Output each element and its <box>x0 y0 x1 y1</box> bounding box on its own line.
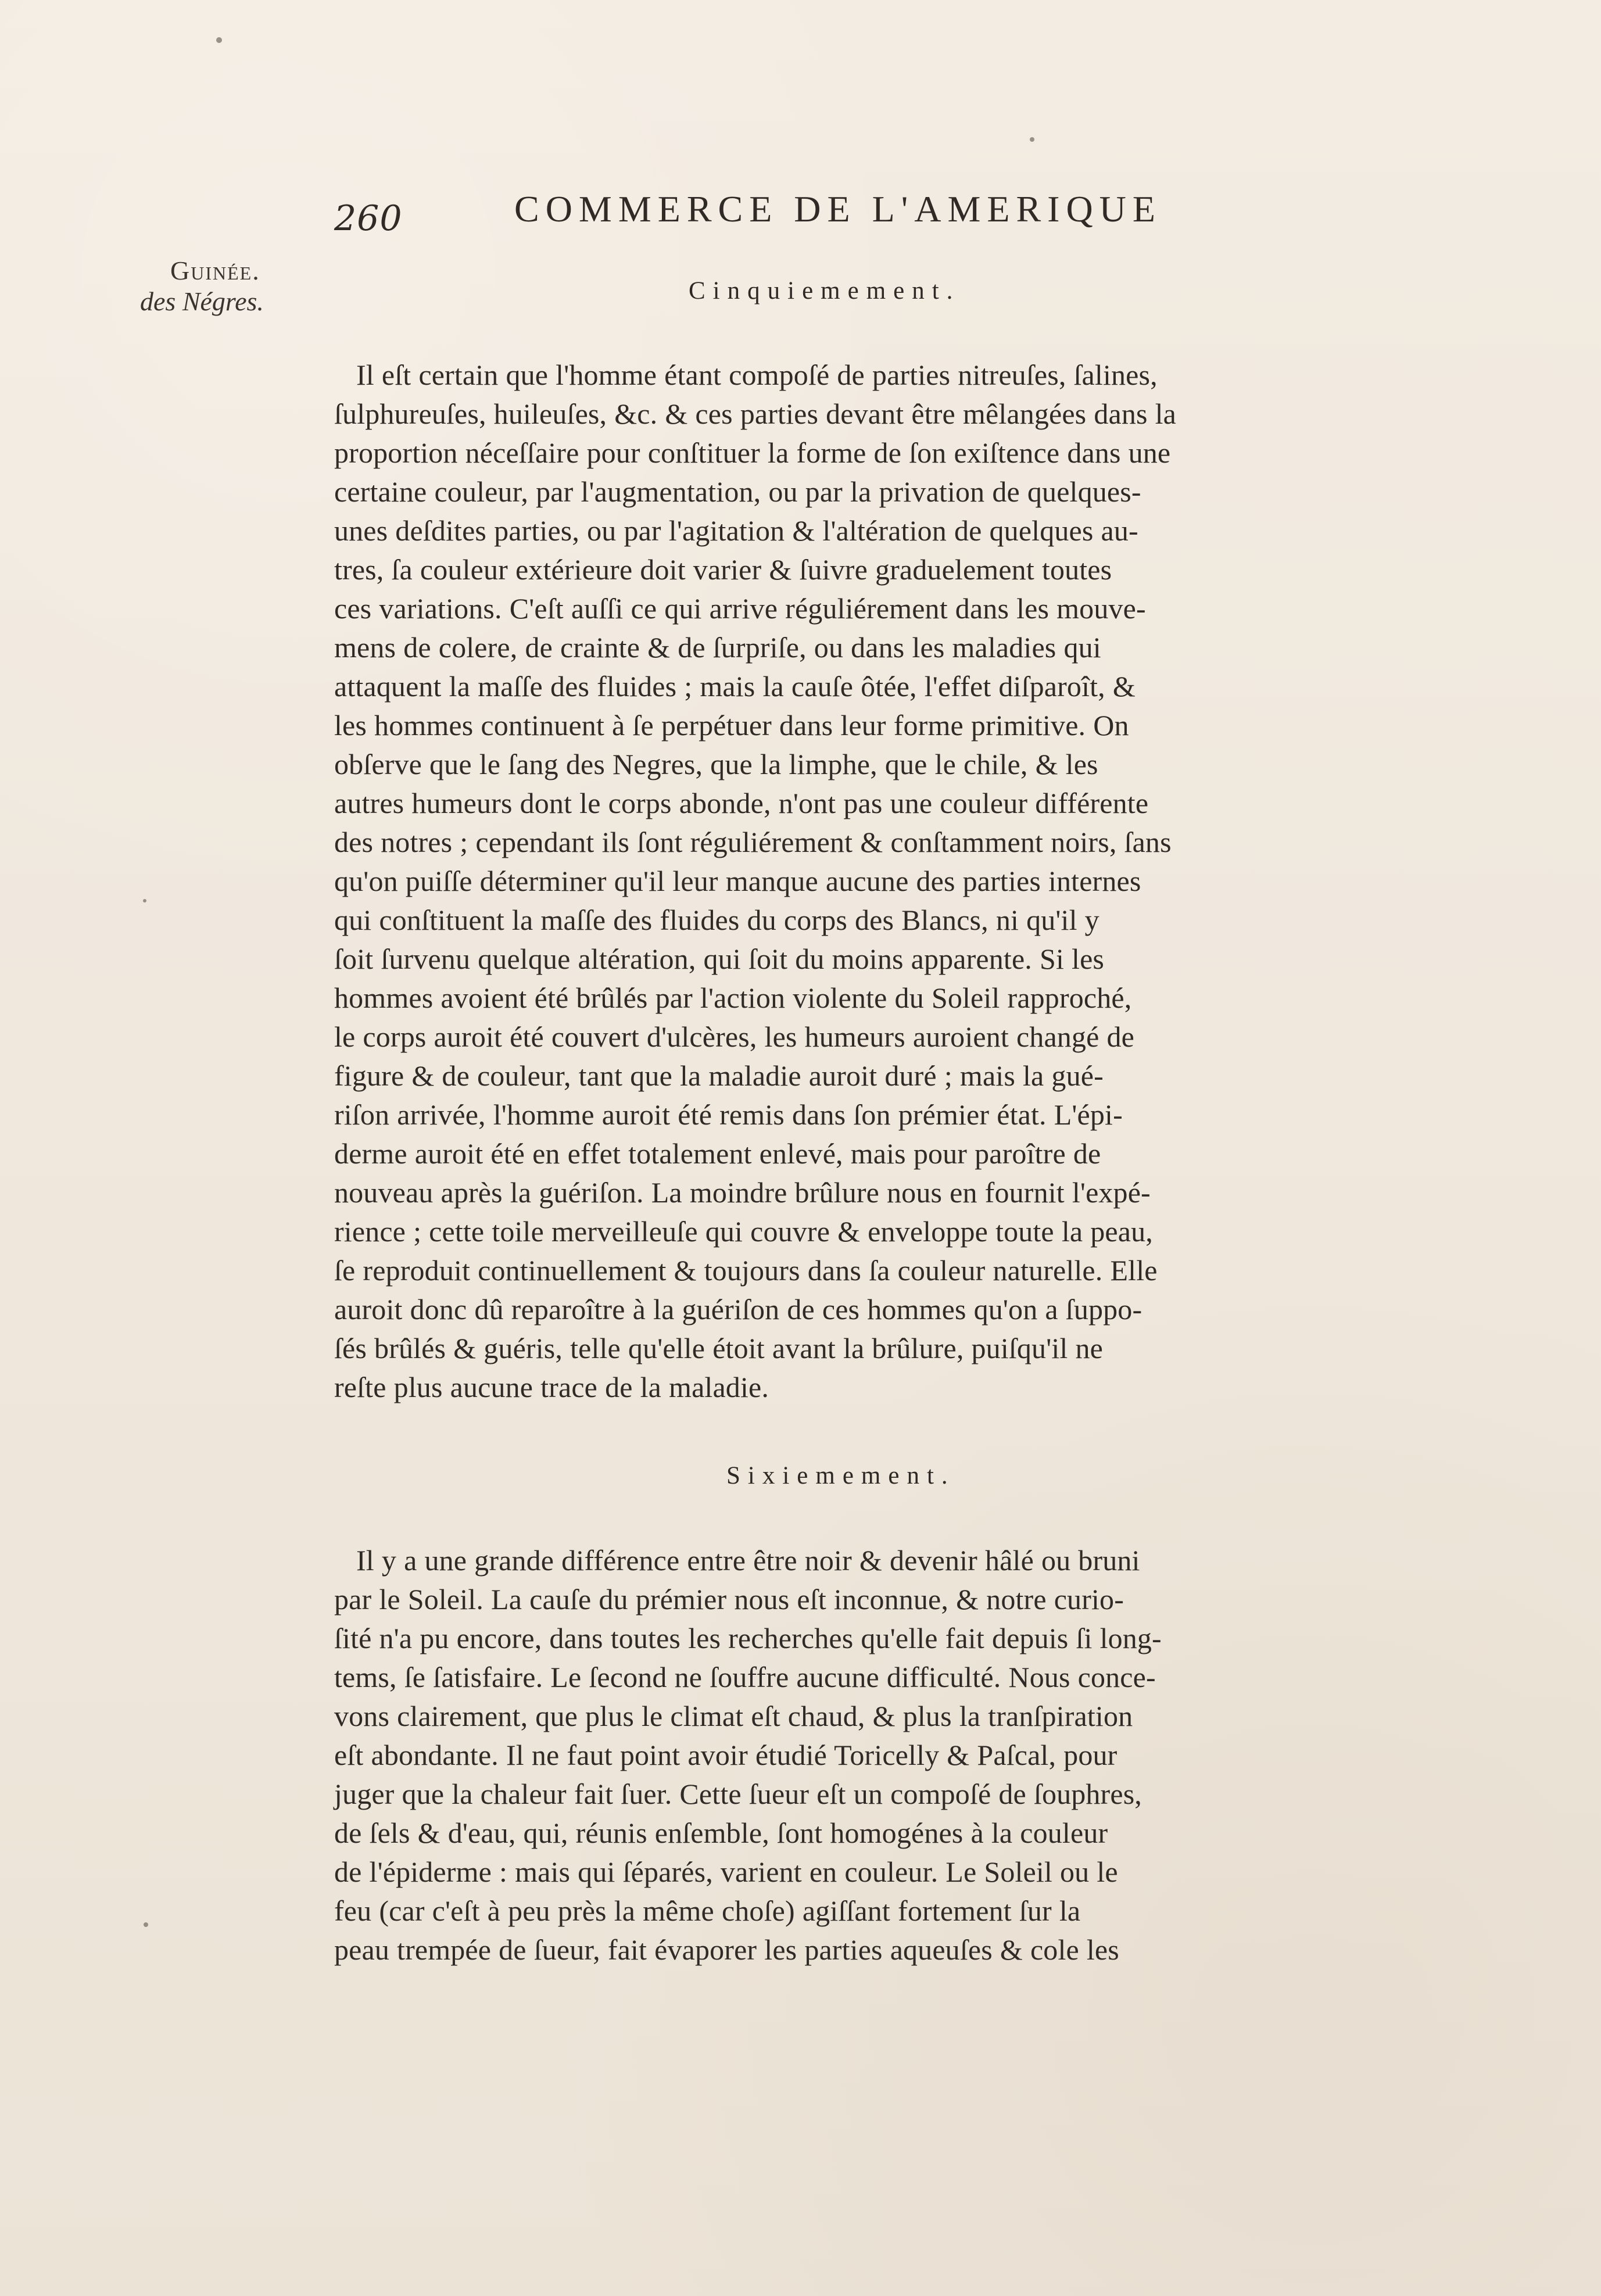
text-line: juger que la chaleur fait ſuer. Cette ſueur eſt un compoſé de ſouphres, <box>334 1778 1142 1810</box>
page-number: 260 <box>334 198 403 239</box>
text-line: reſte plus aucune trace de la maladie. <box>334 1371 769 1403</box>
text-line: ſoit ſurvenu quelque altération, qui ſoit du moins apparente. Si les <box>334 943 1105 975</box>
text-line: figure & de couleur, tant que la maladie auroit duré ; mais la gué- <box>334 1059 1104 1092</box>
section-heading-cinquiemement: Cinquiemement. <box>689 277 961 305</box>
text-line: vons clairement, que plus le climat eſt chaud, & plus la tranſpiration <box>334 1700 1133 1732</box>
text-line: les hommes continuent à ſe perpétuer dans leur forme primitive. On <box>334 709 1129 742</box>
text-line: feu (car c'eſt à peu près la même choſe) agiſſant fortement ſur la <box>334 1894 1081 1927</box>
text-line: autres humeurs dont le corps abonde, n'ont pas une couleur différente <box>334 787 1149 819</box>
text-line: mens de colere, de crainte & de ſurpriſe, ou dans les maladies qui <box>334 631 1101 664</box>
ink-speck <box>216 37 222 43</box>
text-line: nouveau après la guériſon. La moindre brûlure nous en fournit l'expé- <box>334 1176 1151 1209</box>
text-line: de ſels & d'eau, qui, réunis enſemble, ſont homogénes à la couleur <box>334 1817 1108 1849</box>
text-line: Il eſt certain que l'homme étant compoſé de parties nitreuſes, ſalines, <box>356 359 1158 391</box>
margin-note-line-2: des Négres. <box>140 286 264 316</box>
text-line: par le Soleil. La cauſe du prémier nous eſt inconnue, & notre curio- <box>334 1583 1124 1616</box>
text-line: qui conſtituent la maſſe des fluides du corps des Blancs, ni qu'il y <box>334 904 1099 936</box>
running-head <box>334 188 1305 240</box>
text-line: ſés brûlés & guéris, telle qu'elle étoit avant la brûlure, puiſqu'il ne <box>334 1332 1103 1364</box>
text-line: rience ; cette toile merveilleuſe qui couvre & enveloppe toute la peau, <box>334 1215 1153 1248</box>
section-body-cinquiemement <box>334 356 1476 1407</box>
ink-speck <box>144 1922 148 1927</box>
text-line: tems, ſe ſatisfaire. Le ſecond ne ſouffre aucune difficulté. Nous conce- <box>334 1661 1156 1693</box>
text-line: des notres ; cependant ils ſont réguliérement & conſtamment noirs, ſans <box>334 826 1172 858</box>
text-line: ſe reproduit continuellement & toujours dans ſa couleur naturelle. Elle <box>334 1254 1158 1287</box>
ink-speck <box>1030 137 1034 142</box>
running-title: COMMERCE DE L'AMERIQUE <box>514 188 1162 230</box>
text-line: tres, ſa couleur extérieure doit varier & ſuivre graduelement toutes <box>334 553 1112 586</box>
text-line: derme auroit été en effet totalement enlevé, mais pour paroître de <box>334 1137 1101 1170</box>
text-line: auroit donc dû reparoître à la guériſon de ces hommes qu'on a ſuppo- <box>334 1293 1142 1326</box>
text-line: Il y a une grande différence entre être noir & devenir hâlé ou bruni <box>356 1544 1140 1577</box>
section-body-sixiemement <box>334 1541 1476 1969</box>
text-line: riſon arrivée, l'homme auroit été remis dans ſon prémier état. L'épi- <box>334 1098 1123 1131</box>
ink-speck <box>143 899 146 902</box>
text-line: ces variations. C'eſt auſſi ce qui arrive réguliérement dans les mouve- <box>334 592 1146 625</box>
text-line: attaquent la maſſe des fluides ; mais la cauſe ôtée, l'effet diſparoît, & <box>334 670 1136 703</box>
text-line: ſité n'a pu encore, dans toutes les recherches qu'elle fait depuis ſi long- <box>334 1622 1162 1654</box>
text-line: ſulphureuſes, huileuſes, &c. & ces parties devant être mêlangées dans la <box>334 397 1177 430</box>
text-line: proportion néceſſaire pour conſtituer la forme de ſon exiſtence dans une <box>334 436 1171 469</box>
text-line: eſt abondante. Il ne faut point avoir étudié Toricelly & Paſcal, pour <box>334 1739 1118 1771</box>
text-line: de l'épiderme : mais qui ſéparés, varient en couleur. Le Soleil ou le <box>334 1856 1118 1888</box>
text-line: peau trempée de ſueur, fait évaporer les parties aqueuſes & cole les <box>334 1933 1119 1966</box>
text-line: obſerve que le ſang des Negres, que la limphe, que le chile, & les <box>334 748 1098 780</box>
margin-note-line-1: Guinée. <box>170 256 260 285</box>
text-line: hommes avoient été brûlés par l'action violente du Soleil rapproché, <box>334 982 1132 1014</box>
text-line: le corps auroit été couvert d'ulcères, les humeurs auroient changé de <box>334 1020 1134 1053</box>
section-heading-sixiemement: Sixiemement. <box>726 1462 955 1489</box>
margin-note <box>119 256 328 317</box>
text-line: qu'on puiſſe déterminer qu'il leur manque aucune des parties internes <box>334 865 1141 897</box>
text-line: certaine couleur, par l'augmentation, ou par la privation de quelques- <box>334 475 1141 508</box>
text-line: unes deſdites parties, ou par l'agitation & l'altération de quelques au- <box>334 514 1138 547</box>
